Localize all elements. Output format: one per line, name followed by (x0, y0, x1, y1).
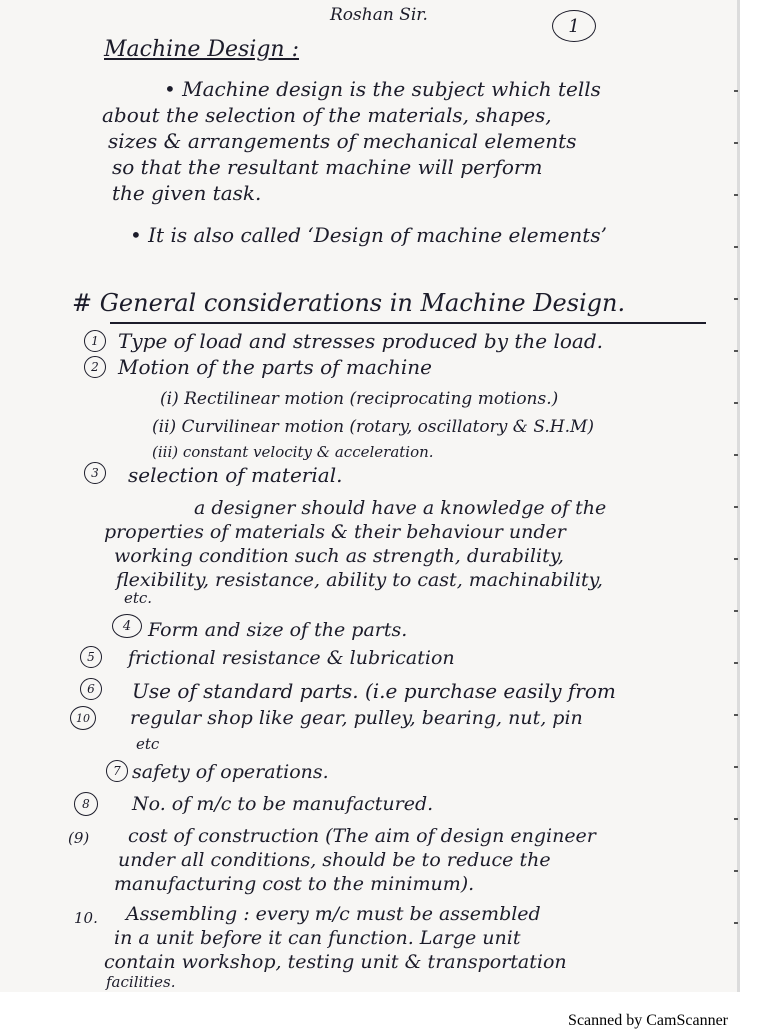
item-number-manufactured: No. of m/c to be manufactured. (132, 793, 434, 815)
item-safety: safety of operations. (132, 761, 329, 783)
section-title: Machine Design : (104, 37, 299, 62)
item-load-stresses: Type of load and stresses produced by the load. (118, 329, 603, 353)
paragraph-line: sizes & arrangements of mechanical elements (108, 129, 577, 153)
item-marker: (9) (68, 829, 90, 847)
scanner-watermark: Scanned by CamScanner (568, 1012, 728, 1029)
item-standard-parts: Use of standard parts. (i.e purchase easily from (132, 679, 616, 703)
item-friction: frictional resistance & lubrication (128, 647, 455, 669)
item-marker-circle: 1 (84, 330, 106, 352)
item-marker-circle: 4 (112, 614, 142, 638)
detail-line: flexibility, resistance, ability to cast, machinability, (116, 569, 603, 591)
paragraph-line: about the selection of the materials, shapes, (102, 103, 552, 127)
detail-line: etc (136, 735, 160, 753)
item-motion-parts: Motion of the parts of machine (118, 355, 432, 379)
detail-line: regular shop like gear, pulley, bearing, nut, pin (130, 707, 583, 729)
detail-line: working condition such as strength, durability, (114, 545, 564, 567)
item-marker: 10. (74, 909, 98, 927)
paragraph-line: • Machine design is the subject which tells (164, 77, 601, 101)
item-form-size: Form and size of the parts. (148, 619, 408, 641)
heading-underline (110, 322, 706, 324)
author-name: Roshan Sir. (330, 5, 428, 25)
item-marker-circle: 3 (84, 462, 106, 484)
item-marker-circle: 5 (80, 646, 102, 668)
detail-line: in a unit before it can function. Large unit (114, 927, 521, 949)
detail-line: contain workshop, testing unit & transportation (104, 951, 567, 973)
paragraph-line: the given task. (112, 181, 262, 205)
item-marker-circle: 8 (74, 792, 98, 816)
subitem-constant-velocity: (iii) constant velocity & acceleration. (152, 443, 434, 461)
section-heading: # General considerations in Machine Design. (72, 289, 626, 317)
item-marker-circle: 2 (84, 356, 106, 378)
detail-line: a designer should have a knowledge of the (194, 497, 607, 519)
detail-line: manufacturing cost to the minimum). (114, 873, 475, 895)
subitem-curvilinear: (ii) Curvilinear motion (rotary, oscillatory & S.H.M) (152, 417, 595, 437)
bullet-also-called: • It is also called ‘Design of machine elements’ (130, 223, 607, 247)
page-number: 1 (568, 15, 580, 37)
page-number-circle (552, 10, 596, 42)
detail-line: under all conditions, should be to reduce the (118, 849, 551, 871)
item-marker-circle: 6 (80, 678, 102, 700)
paragraph-line: so that the resultant machine will perform (112, 155, 543, 179)
detail-line: cost of construction (The aim of design engineer (128, 825, 596, 847)
page-edge-holes (734, 90, 738, 970)
item-marker-circle: 10 (70, 706, 96, 730)
detail-line: facilities. (106, 973, 176, 991)
detail-line: properties of materials & their behaviour under (104, 521, 566, 543)
detail-line: Assembling : every m/c must be assembled (126, 903, 541, 925)
item-marker-circle: 7 (106, 760, 128, 782)
subitem-rectilinear: (i) Rectilinear motion (reciprocating motions.) (160, 389, 559, 409)
detail-line: etc. (124, 589, 153, 607)
item-selection-material: selection of material. (128, 463, 343, 487)
